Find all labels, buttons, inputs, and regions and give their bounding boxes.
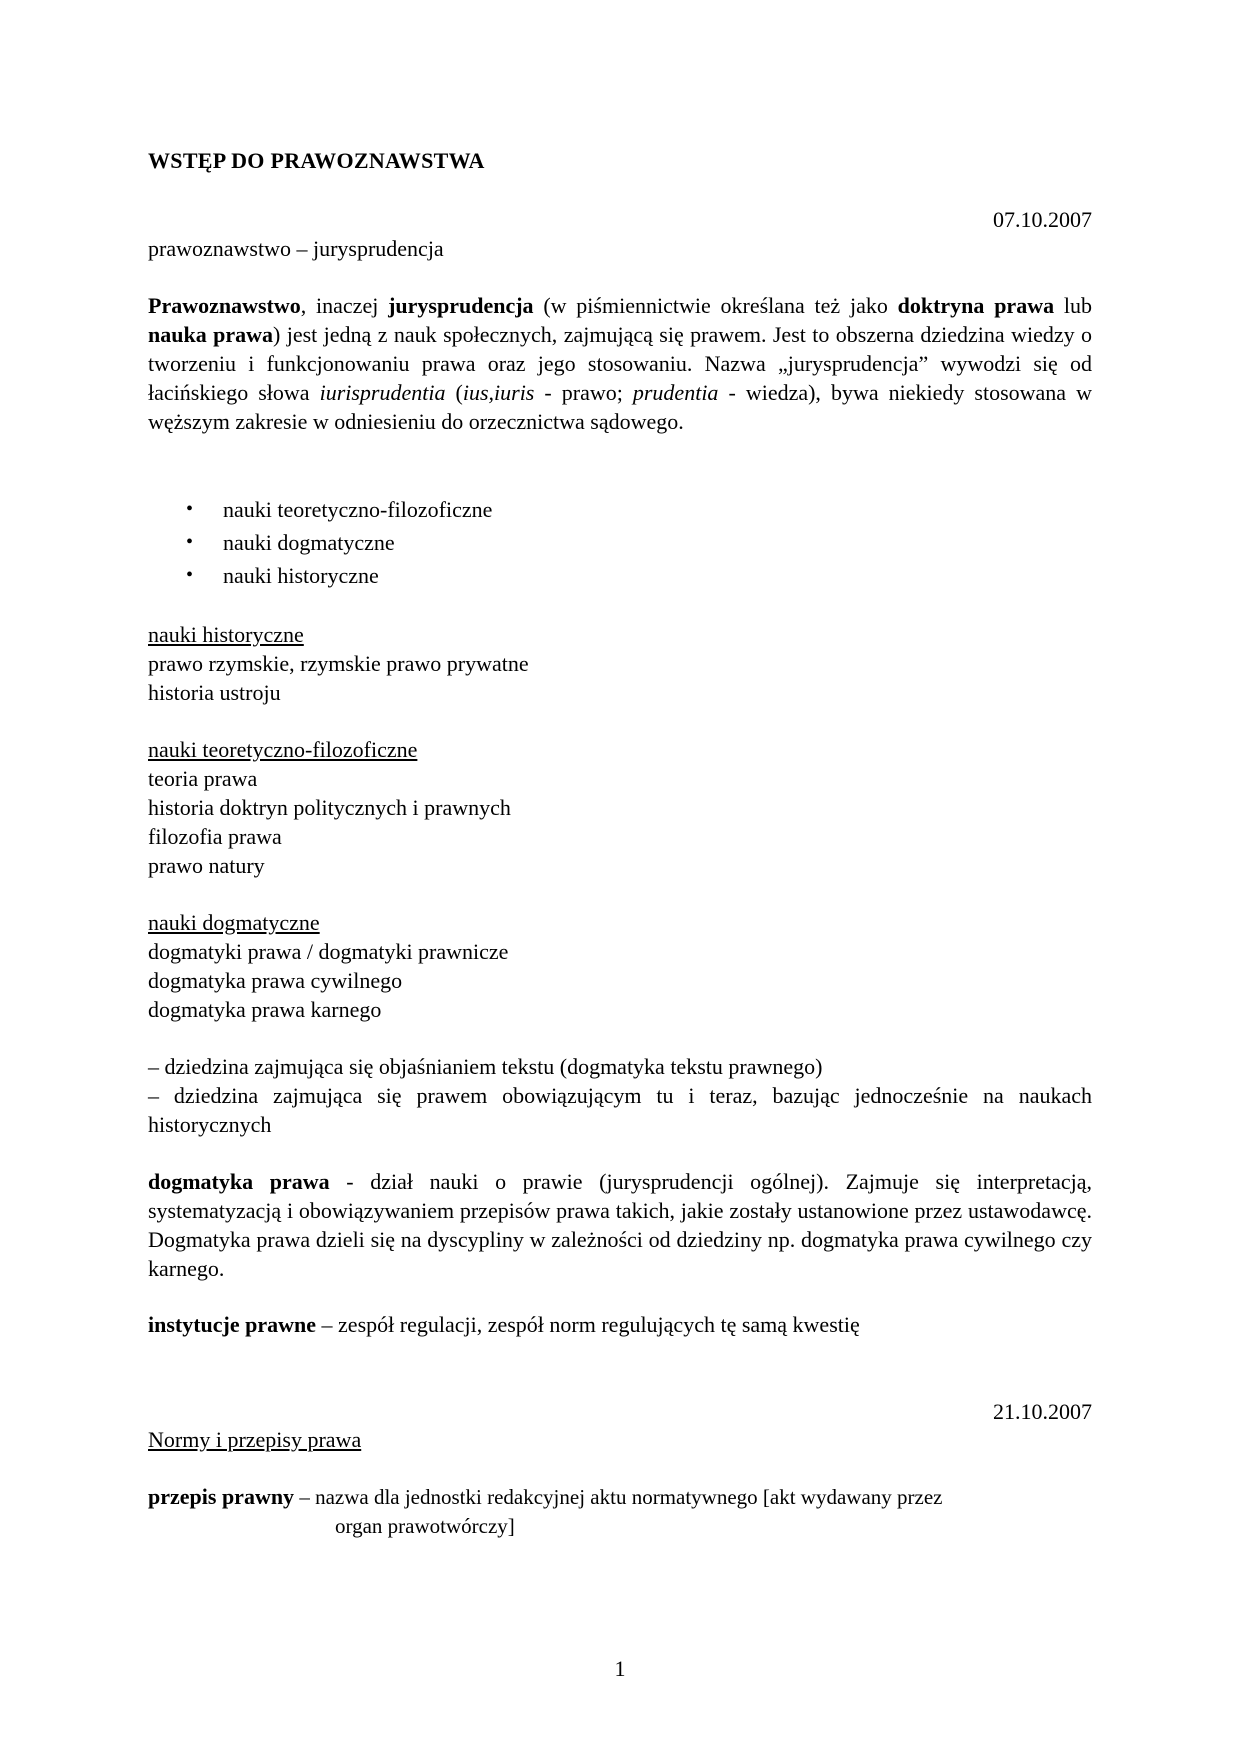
section-heading: nauki dogmatyczne	[148, 910, 320, 935]
list-line: prawo natury	[148, 853, 265, 878]
list-item-label: nauki dogmatyczne	[223, 530, 395, 555]
bullet-icon: •	[186, 564, 194, 586]
text: – nazwa dla jednostki redakcyjnej aktu normatywnego [akt wydawany przez	[294, 1485, 943, 1509]
latin-term: ius,iuris	[462, 380, 535, 405]
date-1: 07.10.2007	[993, 207, 1092, 232]
section-heading: nauki teoretyczno-filozoficzne	[148, 737, 418, 762]
dash-notes	[148, 1052, 1092, 1139]
paragraph-przepis	[148, 1482, 1092, 1541]
text: - dział nauki o prawie (jurysprudencji ogólnej). Zajmuje się interpretacją, systematyzacją i obowiązywaniem przepisów prawa takich, jakie zostały ustanowione przez ustawodawcę. Dogmatyka prawa dzieli się na dyscypliny w zależności od dziedziny np. dogmatyka prawa cywilnego czy karnego.	[148, 1169, 1093, 1281]
text: (w piśmiennictwie określana też jako	[533, 293, 898, 318]
paragraph-prawoznawstwo	[148, 291, 1092, 436]
paragraph-instytucje	[148, 1310, 1092, 1339]
term: Prawoznawstwo	[148, 293, 301, 318]
term: dogmatyka prawa	[148, 1169, 330, 1194]
text: ) jest jedną z nauk społecznych, zajmującą się prawem. Jest to obszerna dziedzina wiedzy o tworzeniu i funkcjonowaniu prawa oraz jego stosowaniu. Nazwa „jurysprudencja” wywodzi się od łacińskiego słowa	[148, 322, 1092, 405]
text: (	[445, 380, 463, 405]
latin-term: iurisprudentia	[319, 380, 446, 405]
list-line: dogmatyka prawa cywilnego	[148, 968, 403, 993]
list-line: prawo rzymskie, rzymskie prawo prywatne	[148, 651, 529, 676]
list-item	[148, 526, 1092, 559]
term: doktryna prawa	[897, 293, 1055, 318]
list-line: dogmatyka prawa karnego	[148, 997, 382, 1022]
date-2: 21.10.2007	[993, 1399, 1092, 1424]
latin-term: prudentia	[632, 380, 719, 405]
text: - prawo;	[534, 380, 633, 405]
list-item-label: nauki teoretyczno-filozoficzne	[223, 497, 493, 522]
list-line: filozofia prawa	[148, 824, 282, 849]
bullet-icon: •	[186, 531, 194, 553]
page-number: 1	[614, 1656, 626, 1681]
list-line: historia doktryn politycznych i prawnych	[148, 795, 511, 820]
dash-line: – dziedzina zajmująca się objaśnianiem tekstu (dogmatyka tekstu prawnego)	[148, 1054, 823, 1079]
list-line: historia ustroju	[148, 680, 281, 705]
list-line: dogmatyki prawa / dogmatyki prawnicze	[148, 939, 509, 964]
term: instytucje prawne	[148, 1312, 317, 1337]
list-line: teoria prawa	[148, 766, 258, 791]
continuation-line: organ prawotwórczy]	[335, 1514, 515, 1538]
term: przepis prawny	[148, 1484, 295, 1509]
list-item-label: nauki historyczne	[223, 563, 379, 588]
subtitle: prawoznawstwo – jurysprudencja	[148, 236, 444, 261]
term: nauka prawa	[148, 322, 273, 347]
section-historical	[148, 620, 1092, 707]
paragraph-dogmatyka	[148, 1167, 1092, 1283]
section-theoretical	[148, 735, 1092, 880]
dash-line: – dziedzina zajmująca się prawem obowiązującym tu i teraz, bazując jednocześnie na naukach historycznych	[148, 1083, 1092, 1137]
list-item	[148, 493, 1092, 526]
section-heading-norms: Normy i przepisy prawa	[148, 1427, 362, 1452]
document-title: WSTĘP DO PRAWOZNAWSTWA	[148, 148, 485, 173]
term: jurysprudencja	[388, 293, 534, 318]
bullet-icon: •	[186, 498, 194, 520]
text: – zespół regulacji, zespół norm regulujących tę samą kwestię	[316, 1312, 860, 1337]
bullet-list	[148, 493, 1092, 592]
section-dogmatic	[148, 908, 1092, 1024]
list-item	[148, 559, 1092, 592]
text: - wiedza), bywa niekiedy stosowana w węższym zakresie w odniesieniu do orzecznictwa sądowego.	[148, 380, 1092, 434]
text: lub	[1054, 293, 1092, 318]
text: , inaczej	[300, 293, 389, 318]
section-heading: nauki historyczne	[148, 622, 304, 647]
